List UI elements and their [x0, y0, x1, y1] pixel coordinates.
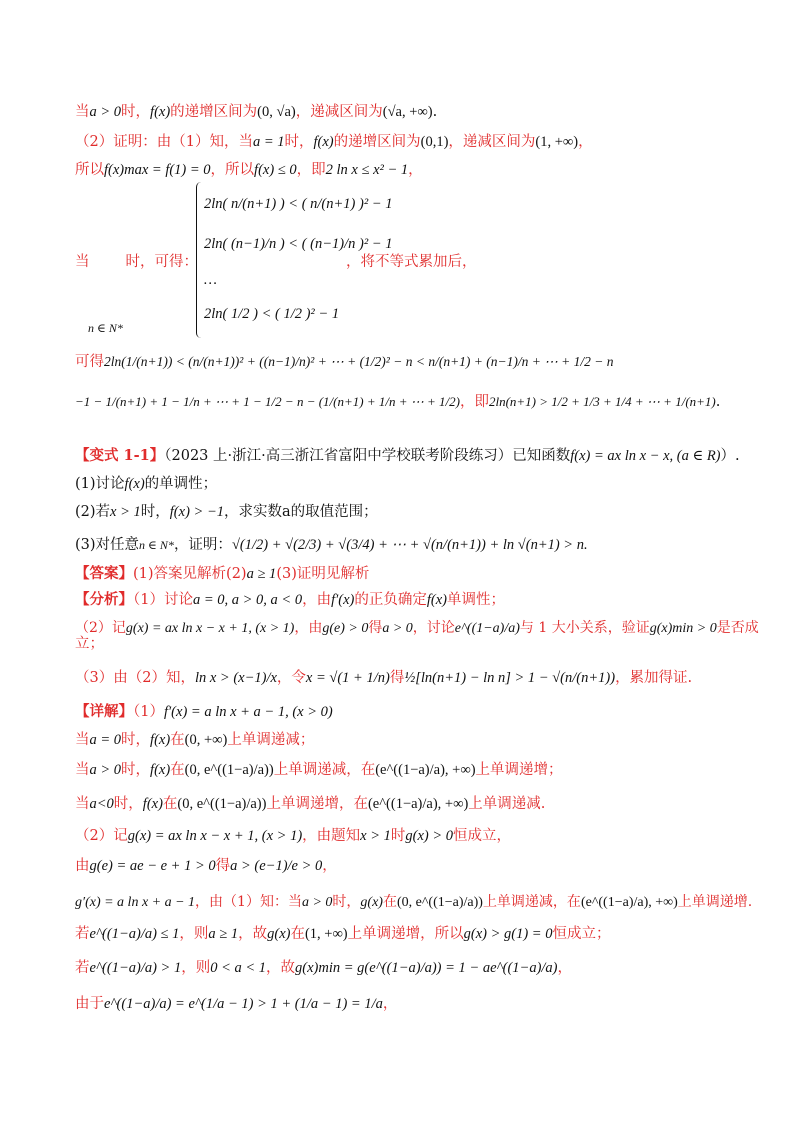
- text: 上单调递增；: [475, 762, 563, 778]
- text: 得: [389, 670, 405, 686]
- text: 得: [215, 858, 231, 874]
- math: a > 0: [89, 762, 122, 778]
- math: f(x) ≤ 0: [254, 162, 297, 178]
- text: ，: [408, 162, 423, 178]
- text: 与 1 大小关系，验证: [519, 620, 650, 636]
- math: n ∈ N*: [139, 538, 174, 552]
- answer-label: 【答案】: [75, 565, 133, 582]
- text: 时，: [121, 762, 151, 778]
- text: ，即: [459, 394, 489, 410]
- text: ，即: [296, 162, 326, 178]
- text: （2）记: [75, 828, 128, 844]
- text: 时，: [113, 796, 143, 812]
- text: ，令: [276, 670, 306, 686]
- text: 的递增区间为: [170, 104, 258, 120]
- math: f(x) = ax ln x − x, (a ∈ R): [570, 448, 721, 464]
- text: 时，: [332, 894, 361, 910]
- math: a ≥ 1: [208, 926, 239, 942]
- text: .: [432, 104, 438, 120]
- text: ，求实数a的取值范围；: [223, 504, 378, 520]
- text: 上单调递增，在: [266, 796, 368, 812]
- math: f(x): [124, 476, 145, 492]
- math: x = √(1 + 1/n): [305, 670, 390, 686]
- detail-line-5: [75, 856, 337, 876]
- math: √(1/2) + √(2/3) + √(3/4) + ⋯ + √(n/(n+1)) + ln √(n+1) > n.: [231, 537, 588, 553]
- math: g′(x) = a ln x + a − 1: [75, 895, 196, 910]
- detail-line-7: [75, 924, 610, 944]
- text: （2023 上·浙江·高三浙江省富阳中学校联考阶段练习）已知函数: [164, 448, 571, 464]
- line-5: [75, 352, 613, 372]
- math: g(x): [267, 926, 291, 942]
- text: 由于: [75, 996, 104, 1012]
- text: (3)证明见解析: [276, 566, 370, 582]
- text: ，所以: [210, 162, 255, 178]
- text: ，故: [238, 926, 268, 942]
- math: f′(x): [331, 592, 355, 608]
- condition: n ∈ N*: [88, 321, 123, 335]
- math: e^((1−a)/a) = e^(1/a − 1) > 1 + (1/a − 1) = 1/a: [104, 996, 383, 1012]
- math: f(x) > −1: [169, 504, 224, 520]
- text: （3）由（2）知，: [75, 670, 195, 686]
- text: ，由（1）知：当: [195, 894, 302, 910]
- text: ，递减区间为: [448, 134, 536, 150]
- math: −1 − 1/(n+1) + 1 − 1/n + ⋯ + 1 − 1/2 − n − (1/(n+1) + 1/n + ⋯ + 1/2): [75, 394, 460, 409]
- detail-line-4: [75, 826, 511, 846]
- math: 0 < a < 1: [210, 960, 267, 976]
- text: ，证明：: [173, 537, 232, 553]
- text: ）.: [720, 448, 740, 464]
- math: (0,1): [420, 134, 449, 150]
- text: ，故: [266, 960, 296, 976]
- text: ，: [382, 996, 398, 1012]
- math: f(x): [150, 732, 171, 748]
- text: ，递减区间为: [295, 104, 383, 120]
- text: .: [715, 394, 721, 410]
- text: （1）讨论: [133, 592, 193, 608]
- text: 当: [75, 104, 90, 120]
- math: (0, e^((1−a)/a)): [177, 796, 267, 812]
- math: (√a, +∞): [382, 104, 433, 120]
- math: (e^((1−a)/a), +∞): [375, 762, 476, 778]
- text: (2)若: [75, 504, 111, 520]
- analysis-label: 【分析】: [75, 591, 133, 608]
- math: (0, √a): [257, 104, 296, 120]
- system-after: ，将不等式累加后，: [346, 254, 477, 270]
- text: ，: [322, 858, 337, 874]
- math: f′(x) = a ln x + a − 1, (x > 0): [163, 704, 333, 720]
- math: a = 0, a > 0, a < 0: [192, 592, 303, 608]
- text: 在: [290, 926, 305, 942]
- line-6: [75, 392, 720, 412]
- math: a<0: [89, 796, 114, 812]
- text: 时，可得：: [125, 254, 198, 270]
- math: 2ln(1/(n+1)) < (n/(n+1))² + ((n−1)/n)² + ⋯ + (1/2)² − n < n/(n+1) + (n−1)/n + ⋯ + 1/2 − n: [104, 354, 614, 369]
- text: 的递增区间为: [333, 134, 421, 150]
- text: 时，: [121, 104, 151, 120]
- math: (e^((1−a)/a), +∞): [367, 796, 469, 812]
- math: e^((1−a)/a) ≤ 1: [89, 926, 180, 942]
- text: 的单调性；: [144, 476, 218, 492]
- text: 得: [368, 620, 383, 636]
- math: a = 1: [252, 134, 285, 150]
- math: f(x): [426, 592, 448, 608]
- text: 上单调递增.: [677, 894, 753, 910]
- text: 单调性；: [447, 592, 506, 608]
- math: f(x): [313, 134, 334, 150]
- text: 时: [390, 828, 406, 844]
- detail-line-1: [75, 730, 314, 750]
- detail-line-2: [75, 760, 563, 780]
- text: ，讨论: [412, 620, 455, 636]
- math: (1, +∞): [304, 926, 348, 942]
- math: (0, e^((1−a)/a)): [396, 895, 483, 910]
- text: (1)讨论: [75, 476, 125, 492]
- text: 在: [170, 762, 185, 778]
- text: 上单调递增，所以: [347, 926, 464, 942]
- text: 若: [75, 960, 90, 976]
- text: 在: [170, 732, 185, 748]
- analysis-line-3: [75, 668, 692, 688]
- math: a > (e−1)/e > 0: [230, 858, 323, 874]
- question-2: [75, 502, 378, 522]
- math: a > 0: [89, 104, 122, 120]
- text: ，: [578, 134, 593, 150]
- text: ，则: [181, 960, 211, 976]
- math: g(x)min = g(e^((1−a)/a)) = 1 − ae^((1−a)/a): [295, 960, 558, 976]
- math: e^((1−a)/a) > 1: [89, 960, 182, 976]
- variant-heading: [75, 446, 740, 466]
- line-3: [75, 160, 423, 180]
- analysis-line-2: [75, 618, 759, 639]
- math: f(x): [142, 796, 163, 812]
- answer-line: [75, 564, 369, 584]
- math: a ≥ 1: [246, 566, 277, 582]
- question-3: [75, 535, 588, 555]
- math: f(x): [150, 104, 171, 120]
- math: 2 ln x ≤ x² − 1: [325, 162, 409, 178]
- text: 是否成: [716, 620, 759, 636]
- math: x > 1: [360, 828, 391, 844]
- detail-line-3: [75, 794, 545, 814]
- text: (3)对任意: [75, 537, 140, 553]
- math: g(x): [360, 895, 383, 910]
- text: 当: [75, 732, 90, 748]
- question-1: [75, 474, 217, 494]
- text: ，由: [294, 620, 323, 636]
- text: 在: [162, 796, 178, 812]
- math: g(x) > 0: [405, 828, 454, 844]
- math: ½[ln(n+1) − ln n] > 1 − √(n/(n+1)): [404, 670, 616, 686]
- detail-line-0: [75, 702, 333, 722]
- math: g(e) = ae − e + 1 > 0: [89, 858, 216, 874]
- text: 当: [75, 796, 90, 812]
- analysis-line-1: [75, 590, 505, 610]
- math: g(x) = ax ln x − x + 1, (x > 1): [125, 621, 295, 636]
- text: 上单调递减，在: [482, 894, 581, 910]
- system-row-4: 2ln( 1/2 ) < ( 1/2 )² − 1: [204, 306, 340, 322]
- math: (0, +∞): [184, 732, 228, 748]
- text: 上单调递减.: [468, 796, 546, 812]
- system-row-2: 2ln( (n−1)/n ) < ( (n−1)/n )² − 1: [204, 236, 393, 252]
- math: ln x > (x−1)/x: [194, 670, 277, 686]
- text: 当: [75, 254, 90, 270]
- math: a > 0: [382, 621, 413, 636]
- math: 2ln(n+1) > 1/2 + 1/3 + 1/4 + ⋯ + 1/(n+1): [488, 394, 716, 409]
- math: g(x) > g(1) = 0: [463, 926, 553, 942]
- math: g(x)min > 0: [649, 621, 717, 636]
- math: e^((1−a)/a): [454, 621, 520, 636]
- text: ，则: [179, 926, 209, 942]
- text: 恒成立；: [552, 926, 611, 942]
- math: (1, +∞): [535, 134, 579, 150]
- math: x > 1: [110, 504, 141, 520]
- detail-line-6: [75, 892, 752, 913]
- text: （2）记: [75, 620, 126, 636]
- math: a > 0: [301, 895, 333, 910]
- text: 时，: [284, 134, 314, 150]
- text: 可得: [75, 354, 104, 370]
- line-2: [75, 132, 593, 152]
- text: （2）证明：由（1）知，当: [75, 134, 253, 150]
- variant-label: 【变式 1-1】: [75, 447, 165, 464]
- line-4: [75, 252, 198, 272]
- text: 所以: [75, 162, 104, 178]
- system-brace: [196, 182, 201, 338]
- text: 恒成立，: [453, 828, 512, 844]
- text: ，: [557, 960, 573, 976]
- text: ，累加得证.: [615, 670, 693, 686]
- text: （1）: [133, 704, 164, 720]
- math: g(e) > 0: [322, 621, 369, 636]
- detail-line-9: [75, 994, 397, 1014]
- text: (1)答案见解析(2): [133, 566, 247, 582]
- text: 的正负确定: [354, 592, 427, 608]
- system-row-3: …: [204, 272, 217, 288]
- math: f(x): [150, 762, 171, 778]
- detail-line-8: [75, 958, 572, 978]
- math: (0, e^((1−a)/a)): [184, 762, 274, 778]
- math: f(x)max = f(1) = 0: [104, 162, 211, 178]
- text: 由: [75, 858, 90, 874]
- system-row-1: 2ln( n/(n+1) ) < ( n/(n+1) )² − 1: [204, 196, 393, 212]
- line-1: [75, 102, 437, 122]
- text: 上单调递减，在: [273, 762, 376, 778]
- analysis-line-2b: 立；: [75, 636, 104, 652]
- text: 当: [75, 762, 90, 778]
- text: 时，: [121, 732, 151, 748]
- text: 上单调递减；: [227, 732, 315, 748]
- math: g(x) = ax ln x − x + 1, (x > 1): [127, 828, 303, 844]
- detail-label: 【详解】: [75, 703, 133, 720]
- math: a = 0: [89, 732, 122, 748]
- text: 在: [382, 894, 397, 910]
- text: ，由题知: [302, 828, 361, 844]
- math: (e^((1−a)/a), +∞): [580, 895, 678, 910]
- text: 若: [75, 926, 90, 942]
- text: 时，: [140, 504, 170, 520]
- text: ，由: [302, 592, 332, 608]
